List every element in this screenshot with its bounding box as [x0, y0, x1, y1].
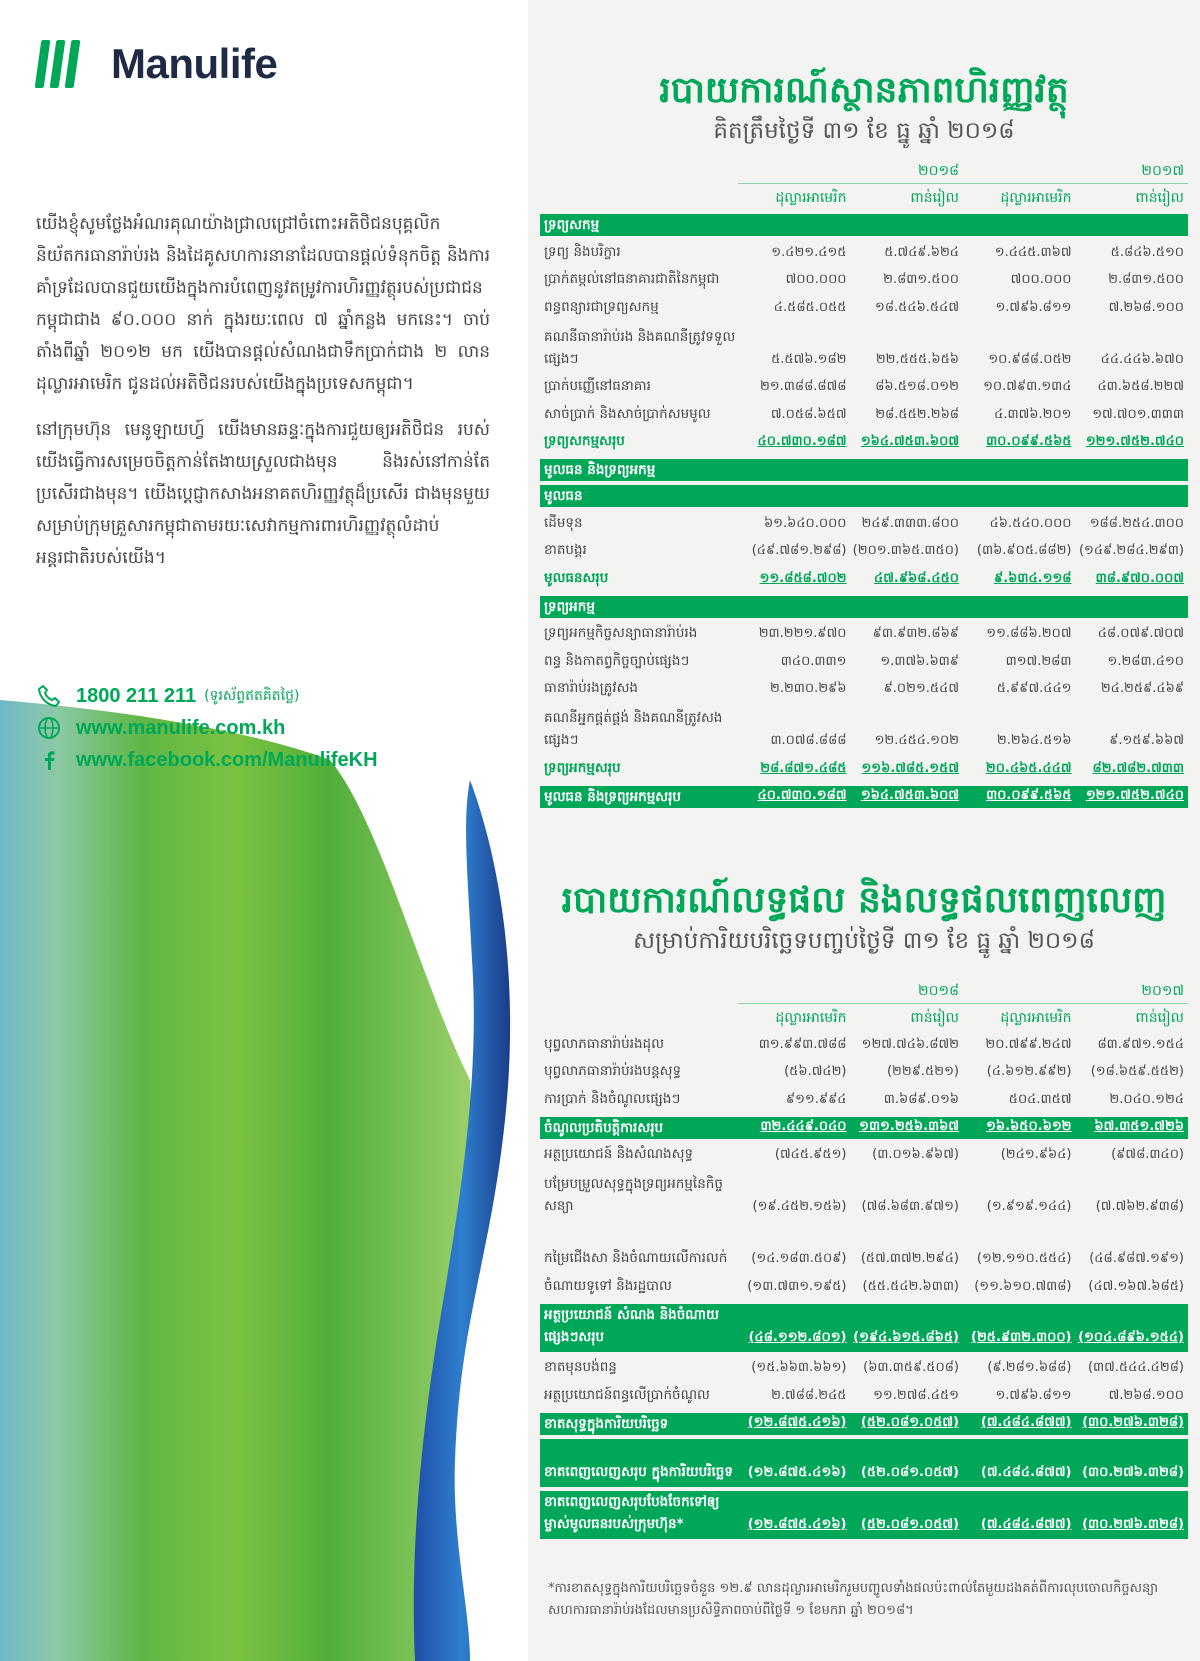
row-value: (១៤៩.២៨៤.២៩៣) [1078, 543, 1184, 558]
row-value: ២០.៧៩៩.២៤៧ [985, 1036, 1072, 1052]
currency-header [540, 1004, 1188, 1032]
row-value: (១៩.៤៥២.១៥៦) [752, 1199, 847, 1214]
facebook-link[interactable]: www.facebook.com/ManulifeKH [76, 748, 378, 771]
currency-khr: ពាន់រៀល [910, 189, 959, 206]
row-value: (៣៦.៩០៥.៨៨២) [976, 543, 1072, 558]
row-value: (៧៨.៦៨៣.៩៧១) [861, 1199, 959, 1214]
table-row [540, 240, 1188, 268]
year-header [540, 160, 1188, 184]
row-value: (៥២.០៨១.០៥៧) [860, 1415, 959, 1430]
income-statement-rows [540, 1032, 1188, 1539]
financial-position-rows [540, 214, 1188, 808]
row-value: ៨៦.៥១៨.០១២ [875, 379, 959, 394]
row-value: ១.២៨៣.៤១០ [1107, 653, 1184, 669]
table-row [540, 1143, 1188, 1171]
row-value: ៤.៣៧៦.២០១ [994, 406, 1072, 422]
row-label: ពន្ធពន្យារជាទ្រព្យសកម្ម [544, 298, 659, 315]
row-value: ១៦៤.៧៥៣.៦០៧ [860, 434, 959, 449]
financial-position-subtitle: គិតត្រឹមថ្ងៃទី ៣១ ខែ ធ្នូ ឆ្នាំ ២០១៨ [713, 118, 1015, 144]
row-value: ១២១.៧៥២.៧៤០ [1085, 788, 1184, 803]
row-value: ១៧.៧០១.៣៣៣ [1092, 406, 1184, 422]
row-value: ១០.៩៨៨.០៥២ [988, 351, 1072, 367]
currency-header [540, 184, 1188, 212]
row-value: ៧.០៥៨.៦៥៧ [770, 406, 847, 422]
row-value: ១៦៤.៧៥៣.៦០៧ [860, 788, 959, 803]
table-row [540, 1383, 1188, 1411]
section-band-row [540, 1491, 1188, 1539]
row-value: (៧.៤៨៤.៨៧៧) [980, 1464, 1072, 1480]
row-label: អត្ថប្រយោជន៍ និងសំណងសុទ្ធ [544, 1146, 694, 1162]
row-value: ៥.៥៧៦.១៨២ [771, 351, 847, 367]
section-band-row [540, 1413, 1188, 1435]
row-value: ១៦.៦៥០.៦១២ [986, 1119, 1072, 1134]
row-value: ៨៣.៩៧១.១៥៤ [1097, 1036, 1184, 1052]
row-value: ៥.៩៩៧.៤៤១ [996, 681, 1072, 696]
table-row [540, 539, 1188, 567]
currency-usd: ដុល្លារអាមេរិក [775, 1009, 847, 1026]
row-value: ៤០.៧៣០.១៨៧ [757, 788, 847, 803]
row-label: ចំណូលប្រតិបត្តិការសរុប [544, 1119, 664, 1136]
total-row [540, 566, 1188, 594]
row-value: ២៨.៥៥២.២៦៨ [875, 406, 959, 422]
table-row [540, 704, 1188, 756]
row-value: (១៣.៧៣១.១៩៥) [747, 1278, 847, 1294]
row-value: ២០.៤៦៥.៤៤៧ [985, 760, 1072, 776]
row-value: ៧០០.០០០ [1010, 272, 1072, 287]
row-value: ៣៨.៩៧០.០០៧ [1095, 570, 1184, 586]
row-value: (៧៤៥.៩៥១) [774, 1147, 847, 1162]
phone-note: (ទូរស័ព្ទឥតគិតថ្លៃ) [204, 687, 300, 704]
section-band-row [540, 786, 1188, 808]
table-row [540, 323, 1188, 375]
table-row [540, 402, 1188, 430]
row-value: ១៨.៥៤៦.៥៤៧ [875, 299, 959, 315]
row-value: (២០១.៣៦៥.៣៥០) [852, 543, 959, 558]
website-link[interactable]: www.manulife.com.kh [76, 716, 286, 739]
row-value: ១.៧៩៦.៨១១ [995, 299, 1072, 315]
table-row [540, 1274, 1188, 1302]
row-value: (១៤.១៨៣.៥០៩) [751, 1251, 847, 1266]
income-statement-table [540, 980, 1188, 1543]
contact-facebook[interactable] [36, 744, 378, 776]
intro-paragraph-2: នៅក្រុមហ៊ុន មេនូឡាយហ្វ៍ យើងមានឆន្ទៈក្នុងការជួយឲ្យអតិថិជន របស់យើងធ្វើការសម្រេចចិត្តកាន់តែងាយស្រួលជាងមុន និងរស់នៅកាន់តែប្រសើរជាងមុន។ យើងប្តេជ្ញាកសាងអនាគតហិរញ្ញវត្ថុដ៏ប្រសើរ ជាងមុនមួយសម្រាប់ក្រុមគ្រួសារកម្ពុជាតាមរយៈសេវាកម្មការពារហិរញ្ញវត្ថុលំដាប់អន្តរជាតិរបស់យើង។ [36, 420, 490, 568]
row-value: ៦៧.៣៥១.៧២៦ [1094, 1119, 1184, 1134]
row-value: ៣១៧.២៨៣ [1005, 653, 1072, 669]
left-panel [0, 0, 528, 1661]
row-value: (៤៩.៧៨១.២៩៨) [751, 543, 847, 558]
row-value: ១៣១.២៥៦.៣៦៧ [859, 1119, 959, 1134]
row-label: ខាតសុទ្ធក្នុងការិយបរិច្ឆេទ [544, 1415, 669, 1432]
section-band-row [540, 1117, 1188, 1139]
row-value: ១២.៤៥៤.១០២ [874, 733, 959, 748]
manulife-logo-mark [38, 40, 77, 88]
row-value: ៦១.៦៤០.០០០ [763, 515, 847, 531]
year-header [540, 980, 1188, 1004]
row-value: ៣.៦៨៩.០១៦ [883, 1091, 959, 1107]
row-value: ៤៦.៥៤០.០០០ [989, 515, 1072, 531]
row-value: ១០.៧៩៣.១៣៤ [983, 379, 1072, 394]
row-label: មូលធន [544, 488, 583, 504]
row-value: ១.៣៧៦.៦៣៩ [880, 653, 959, 669]
row-value: ១៨៨.២៥៤.៣០០ [1089, 515, 1184, 531]
row-value: ១១.៨៥៨.៧០២ [759, 570, 847, 586]
table-row [540, 1087, 1188, 1115]
phone-number: 1800 211 211 [76, 684, 197, 707]
row-label: កម្រៃជើងសា និងចំណាយលើការលក់ [544, 1250, 728, 1266]
row-value: (៩.២៨១.៦៨៨) [987, 1360, 1072, 1375]
row-value: ២.០៤០.១២៤ [1109, 1091, 1184, 1107]
table-row [540, 649, 1188, 677]
row-value: (១២.៨៧៥.៤១៦) [747, 1516, 847, 1532]
currency-usd: ដុល្លារអាមេរិក [775, 189, 847, 206]
row-value: (៧.៤៨៤.៨៧៧) [980, 1516, 1072, 1532]
row-label: បុព្វលាភធានារ៉ាប់រងបន្តសុទ្ធ [544, 1063, 682, 1079]
row-value: ៣០.០៩៩.៥៦៥ [986, 788, 1072, 803]
row-value: ៥.៧៤៩.៦២៤ [884, 244, 959, 260]
row-label: ធានារ៉ាប់រងត្រូវសង [544, 680, 638, 696]
table-row [540, 1356, 1188, 1384]
row-value: ២.២៣០.២៩៦ [769, 681, 847, 696]
row-label: ទ្រព្យអកម្ម [544, 598, 595, 615]
income-statement-subtitle: សម្រាប់ការិយបរិច្ឆេទបញ្ចប់ថ្ងៃទី ៣១ ខែ ធ្នូ ឆ្នាំ ២០១៨ [633, 928, 1095, 954]
table-row [540, 1060, 1188, 1088]
currency-khr: ពាន់រៀល [1135, 189, 1184, 206]
row-label: ដើមទុន [544, 514, 583, 531]
table-row [540, 295, 1188, 323]
row-value: (៩៧៨.៣៤០) [1111, 1147, 1184, 1162]
row-value: ៣៤០.៣៣១ [780, 653, 847, 669]
intro-paragraph-1: យើងខ្ញុំសូមថ្លែងអំណរគុណយ៉ាងជ្រាលជ្រៅចំពោះអតិថិជនបុគ្គលិក និយ័តករធានារ៉ាប់រង និងដៃគូសហការនានាដែលបានផ្តល់ទំនុកចិត្ត និងការគាំទ្រដែលបានជួយយើងក្នុងការបំពេញនូវតម្រូវការហិរញ្ញវត្ថុរបស់ប្រជាជនកម្ពុជាជាង ៩០.០០០ នាក់ ក្នុងរយៈពេល ៧ ឆ្នាំកន្លង មកនេះ។ ចាប់តាំងពីឆ្នាំ ២០១២ មក យើងបានផ្តល់សំណងជាទឹកប្រាក់ជាង ២ លានដុល្លារអាមេរិក ជូនដល់អតិថិជនរបស់យើងក្នុងប្រទេសកម្ពុជា។ [36, 214, 490, 394]
row-value: ១២១.៧៥២.៧៤០ [1085, 434, 1184, 449]
row-label: ខាតមុនបង់ពន្ធ [544, 1359, 617, 1375]
row-value: ៤៣.៦៥៨.២២៧ [1097, 379, 1184, 394]
row-value: ១១.៨៨៦.២០៧ [986, 626, 1072, 641]
row-label: ទ្រព្យ និងបរិក្ខារ [544, 243, 621, 260]
contact-list [36, 680, 378, 776]
row-value: (១១.៦១០.៧៣៨) [974, 1278, 1072, 1294]
section-band-row [540, 1439, 1188, 1487]
currency-usd: ដុល្លារអាមេរិក [1000, 1009, 1072, 1026]
section-band-row [540, 596, 1188, 618]
table-row [540, 1170, 1188, 1222]
section-band-row [540, 214, 1188, 236]
row-value: ២៤.២៥៩.៤៦៩ [1100, 681, 1184, 696]
row-label: ទ្រព្យសកម្ម [544, 217, 600, 233]
row-value: ២.៨៣១.៥០០ [1108, 272, 1184, 287]
section-band-row [540, 459, 1188, 481]
row-value: ១.៧៩៦.៨១១ [995, 1387, 1072, 1403]
table-row [540, 677, 1188, 705]
row-value: ៩.០២១.៥៤៧ [883, 681, 959, 696]
facebook-icon [36, 747, 62, 773]
brand-name: Manulife [111, 40, 278, 87]
row-label: ទ្រព្យអកម្មសរុប [544, 759, 621, 776]
row-label: បុព្វលាភធានារ៉ាប់រងដុល [544, 1035, 664, 1052]
row-label: ខាតបង្គរ [544, 542, 587, 558]
row-value: ២១.៣៨៨.៨៧៨ [759, 379, 847, 394]
row-label: ប្រាក់បញ្ញើនៅធនាគារ [544, 378, 651, 394]
row-value: (២២៩.៥២១) [886, 1064, 959, 1079]
row-value: (៧.៧៦២.៩៣៨) [1095, 1199, 1184, 1214]
row-value: ៣.០៧៨.៨៨៨ [770, 733, 847, 748]
row-value: (៤.៦១២.៩៩២) [986, 1064, 1072, 1079]
row-value: ៤៧.៩៦៨.៤៥០ [874, 570, 959, 586]
row-label: សាច់ប្រាក់ និងសាច់ប្រាក់សមមូល [544, 405, 711, 422]
row-value: ១.៤២១.៤១៥ [771, 244, 847, 260]
row-value: (៣៧.៥៤៤.៤២៨) [1087, 1360, 1184, 1375]
row-value: (៥៦.៧៤២) [784, 1064, 847, 1079]
total-row [540, 756, 1188, 784]
right-panel [528, 0, 1200, 1661]
year-2018: ២០១៨ [738, 980, 963, 1004]
row-value: (៤៨.១១២.៨០១) [748, 1329, 847, 1345]
financial-position-title: របាយការណ៍ស្ថានភាពហិរញ្ញវត្ថុ [659, 70, 1069, 111]
income-statement-header [528, 876, 1200, 956]
row-label: គណនីធានារ៉ាប់រង និងគណនីត្រូវទទួលផ្សេងៗ [544, 328, 736, 367]
row-value: (១៨.៦៥៩.៥៥២) [1090, 1064, 1184, 1079]
currency-khr: ពាន់រៀល [910, 1009, 959, 1026]
intro-text [36, 208, 490, 588]
row-value: (១៥.៦៦៣.៦៦១) [751, 1360, 847, 1375]
row-label: មូលធន និងទ្រព្យអកម្មសរុប [544, 788, 681, 805]
manulife-logo [38, 40, 277, 88]
row-value: (២៥.៩៣២.៣០០) [971, 1329, 1072, 1345]
currency-khr: ពាន់រៀល [1135, 1009, 1184, 1026]
row-value: (៣០.២៧៦.៣២៨) [1082, 1516, 1184, 1532]
row-value: (១៩៤.៦១៥.៨៦៥) [853, 1329, 959, 1345]
row-label: ប្រាក់តម្កល់នៅធនាគារជាតិនៃកម្ពុជា [544, 271, 720, 287]
row-label: មូលធន និងទ្រព្យអកម្ម [544, 462, 656, 478]
financial-position-table [540, 160, 1188, 812]
total-row [540, 430, 1188, 458]
row-value: ៧០០.០០០ [785, 272, 847, 287]
row-label: អត្ថប្រយោជន៍ សំណង និងចំណាយផ្សេងៗសរុប [544, 1306, 719, 1345]
table-row [540, 375, 1188, 403]
row-value: (៤៧.១៦៧.៦៨៥) [1088, 1278, 1184, 1294]
row-value: ២៤៩.៣៣៣.៨០០ [861, 515, 959, 531]
row-value: ៤៤.៤៤៦.៦៧០ [1100, 351, 1184, 367]
row-value: ៥០៤.៣៥៧ [1008, 1091, 1072, 1107]
row-value: (៧.៤៨៤.៨៧៧) [980, 1415, 1072, 1430]
row-value: ៨២.៧៨២.៧៣៣ [1092, 760, 1184, 776]
year-2017: ២០១៧ [963, 160, 1188, 184]
section-band-row [540, 485, 1188, 507]
row-value: ២៣.២២១.៩៧០ [758, 626, 847, 641]
row-value: ៧.២៦៨.១០០ [1108, 1387, 1184, 1403]
table-row [540, 1032, 1188, 1060]
currency-usd: ដុល្លារអាមេរិក [1000, 189, 1072, 206]
table-row [540, 622, 1188, 650]
row-label: ខាតពេញលេញសរុប ក្នុងការិយបរិច្ឆេទ [544, 1463, 733, 1480]
row-value: ២.៧៨៨.២៤៥ [771, 1387, 847, 1403]
row-value: ២.៨៣១.៥០០ [883, 272, 959, 287]
year-2017: ២០១៧ [963, 980, 1188, 1004]
income-statement-title: របាយការណ៍លទ្ធផល និងលទ្ធផលពេញលេញ [561, 880, 1167, 921]
row-label: ទ្រព្យអកម្មកិច្ចសន្យាធានារ៉ាប់រង [544, 625, 698, 641]
row-label: ខាតពេញលេញសរុបបែងចែកទៅឲ្យម្ចាស់មូលធនរបស់ក្រុមហ៊ុន* [544, 1493, 720, 1532]
globe-icon [36, 715, 62, 741]
row-value: (៤៨.៩៨៧.១៩១) [1089, 1251, 1184, 1266]
row-value: (១០៤.៨៩៦.១៥៤) [1078, 1329, 1184, 1345]
row-label: គណនីអ្នកផ្គត់ផ្គង់ និងគណនីត្រូវសងផ្សេងៗ [544, 710, 723, 748]
row-value: ៧.២៦៨.១០០ [1108, 299, 1184, 315]
row-value: (៥២.០៨១.០៥៧) [860, 1464, 959, 1480]
contact-phone[interactable] [36, 680, 378, 712]
row-value: (៥៧.៣៧២.២៩៤) [860, 1251, 959, 1266]
table-row [540, 1222, 1188, 1274]
row-value: ១២៧.៧៤៦.៨៧២ [861, 1036, 959, 1052]
row-value: (៣០.២៧៦.៣២៨) [1082, 1464, 1184, 1480]
row-value: ៤.៥៨៥.០៥៥ [773, 299, 847, 315]
row-value: (៣០.២៧៦.៣២៨) [1082, 1415, 1184, 1430]
row-label: អត្ថប្រយោជន៍ពន្ធលើប្រាក់ចំណូល [544, 1386, 710, 1403]
row-value: ៩៣.៩៣២.៨៦៩ [872, 626, 959, 641]
row-value: ៣០.០៩៩.៥៦៥ [986, 434, 1072, 449]
row-value: ២២.៥៥៥.៦៥៦ [875, 351, 959, 367]
row-value: (១២.១១០.៥៥៤) [976, 1251, 1072, 1266]
row-value: ៣១.៩៩៣.៧៨៨ [758, 1036, 847, 1052]
row-value: ៤៨.០៧៩.៧០៧ [1097, 626, 1184, 641]
row-value: ១១៦.៧៨៥.១៥៧ [861, 760, 959, 776]
row-value: (៦៣.៣៥៩.៥០៨) [863, 1360, 959, 1375]
row-value: ៣២.៤៤៩.០៤០ [760, 1119, 847, 1134]
row-value: ២.២៦៤.៥១៦ [996, 733, 1072, 748]
row-value: (២៤១.៩៦៤) [1000, 1147, 1072, 1162]
row-label: ទ្រព្យសកម្មសរុប [544, 433, 625, 449]
row-value: (៥៥.៥៤២.៦៣៣) [862, 1278, 959, 1294]
table-row [540, 511, 1188, 539]
row-value: (៥២.០៨១.០៥៧) [860, 1516, 959, 1532]
year-2018: ២០១៨ [738, 160, 963, 184]
row-label: ការប្រាក់ និងចំណូលផ្សេងៗ [544, 1090, 681, 1107]
section-band-row [540, 1304, 1188, 1352]
row-label: មូលធនសរុប [544, 569, 609, 586]
row-label: ពន្ធ និងកាតព្វកិច្ចច្បាប់ផ្សេងៗ [544, 652, 690, 669]
row-value: (១២.៨៧៥.៤១៦) [747, 1415, 847, 1430]
phone-icon [36, 683, 62, 709]
row-value: ១.៤៤៥.៣៦៧ [994, 244, 1072, 260]
row-label: ចំណាយទូទៅ និងរដ្ឋបាល [544, 1277, 672, 1294]
row-value: ៥.៨៤៦.៥១០ [1110, 244, 1184, 260]
row-label: បម្រែបម្រួលសុទ្ធក្នុងទ្រព្យអកម្មនៃកិច្ចសន្យា [544, 1176, 723, 1214]
footnote: *ការខាតសុទ្ធក្នុងការិយបរិច្ឆេទចំនួន ១២.៩ លានដុល្លារអាមេរិករួមបញ្ចូលទាំងផលប៉ះពាល់តែមួយដងគត់ពីការលុបចោលកិច្ចសន្យាសហការធានារ៉ាប់រងដែលមានប្រសិទ្ធិភាពចាប់ពីថ្ងៃទី ១ ខែមករា ឆ្នាំ ២០១៨។ [548, 1581, 1159, 1618]
row-value: ៩.១៥៩.៦៦៧ [1109, 733, 1184, 748]
row-value: ៩.៦៣៤.១១៨ [994, 570, 1072, 586]
financial-position-header [528, 66, 1200, 146]
row-value: ២៨.៨៧១.៤៨៥ [760, 760, 847, 776]
row-value: (១.៩១៩.១៤៤) [986, 1199, 1072, 1214]
row-value: ៩១១.៩៩៤ [785, 1091, 847, 1107]
row-value: (៣.០១៦.៩៦៧) [872, 1147, 959, 1162]
row-value: (១២.៨៧៥.៤១៦) [747, 1464, 847, 1480]
contact-website[interactable] [36, 712, 378, 744]
row-value: ៤០.៧៣០.១៨៧ [757, 434, 847, 449]
row-value: ១១.២៧៨.៤៥១ [873, 1387, 959, 1403]
table-row [540, 268, 1188, 296]
